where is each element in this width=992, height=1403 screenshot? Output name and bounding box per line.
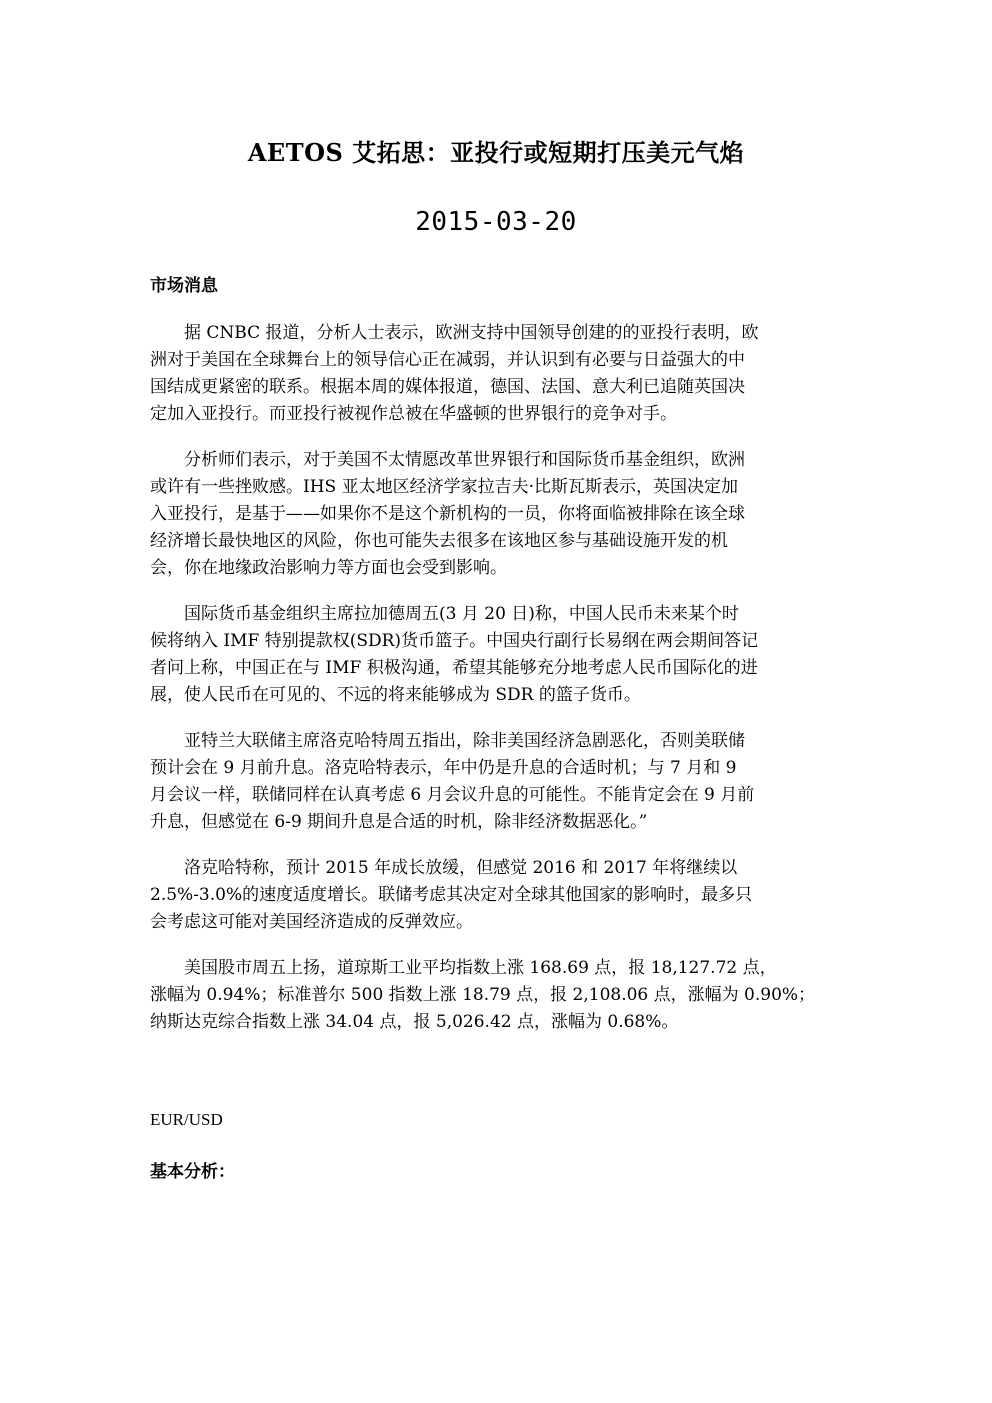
paragraph-line: 升息，但感觉在 6-9 期间升息是合适的时机，除非经济数据恶化。” — [150, 812, 648, 832]
paragraph-line: 或许有一些挫败感。IHS 亚太地区经济学家拉吉夫·比斯瓦斯表示，英国决定加 — [150, 477, 738, 497]
paragraph-analysts — [150, 447, 842, 582]
paragraph-line: 国结成更紧密的联系。根据本周的媒体报道，德国、法国、意大利已追随英国决 — [150, 377, 745, 397]
paragraph-line: 亚特兰大联储主席洛克哈特周五指出，除非美国经济急剧恶化，否则美联储 — [150, 731, 745, 751]
paragraph-line: 纳斯达克综合指数上涨 34.04 点，报 5,026.42 点，涨幅为 0.68%。 — [150, 1012, 679, 1032]
paragraph-line: 展，使人民币在可见的、不远的将来能够成为 SDR 的篮子货币。 — [150, 685, 641, 705]
paragraph-line: 会考虑这可能对美国经济造成的反弹效应。 — [150, 912, 473, 932]
paragraph-line: 分析师们表示，对于美国不太情愿改革世界银行和国际货币基金组织，欧洲 — [150, 450, 745, 470]
paragraph-line: 经济增长最快地区的风险，你也可能失去很多在该地区参与基础设施开发的机 — [150, 531, 728, 551]
paragraph-line: 者问上称，中国正在与 IMF 积极沟通，希望其能够充分地考虑人民币国际化的进 — [150, 658, 758, 678]
fundamental-analysis-heading: 基本分析： — [150, 1162, 235, 1182]
paragraph-line: 会，你在地缘政治影响力等方面也会受到影响。 — [150, 558, 507, 578]
paragraph-line: 候将纳入 IMF 特别提款权(SDR)货币篮子。中国央行副行长易纲在两会期间答记 — [150, 631, 759, 651]
paragraph-cnbc-aiib — [150, 320, 842, 428]
paragraph-imf-sdr — [150, 601, 842, 709]
paragraph-line: 预计会在 9 月前升息。洛克哈特表示，年中仍是升息的合适时机；与 7 月和 9 — [150, 758, 737, 778]
paragraph-line: 涨幅为 0.94%；标准普尔 500 指数上涨 18.79 点，报 2,108.06 点，涨幅为 0.90%； — [150, 985, 816, 1005]
paragraph-line: 月会议一样，联储同样在认真考虑 6 月会议升息的可能性。不能肯定会在 9 月前 — [150, 785, 755, 805]
document-date: 2015-03-20 — [415, 207, 577, 237]
paragraph-line: 国际货币基金组织主席拉加德周五(3 月 20 日)称，中国人民币未来某个时 — [150, 604, 739, 624]
paragraph-lockhart-growth — [150, 855, 842, 936]
paragraph-lockhart-rate-hike — [150, 728, 842, 836]
market-news-heading: 市场消息 — [150, 276, 218, 296]
paragraph-line: 定加入亚投行。而亚投行被视作总被在华盛顿的世界银行的竞争对手。 — [150, 404, 677, 424]
paragraph-line: 洲对于美国在全球舞台上的领导信心正在减弱，并认识到有必要与日益强大的中 — [150, 350, 745, 370]
paragraph-line: 美国股市周五上扬，道琼斯工业平均指数上涨 168.69 点，报 18,127.72 点， — [150, 958, 777, 978]
paragraph-line: 2.5%-3.0%的速度适度增长。联储考虑其决定对全球其他国家的影响时，最多只 — [150, 885, 753, 905]
paragraph-line: 据 CNBC 报道，分析人士表示，欧洲支持中国领导创建的的亚投行表明，欧 — [150, 323, 759, 343]
paragraph-line: 入亚投行，是基于——如果你不是这个新机构的一员，你将面临被排除在该全球 — [150, 504, 745, 524]
currency-pair-heading: EUR/USD — [150, 1110, 223, 1129]
document-title: AETOS 艾拓思：亚投行或短期打压美元气焰 — [247, 138, 745, 167]
paragraph-us-stocks — [150, 955, 842, 1036]
paragraph-line: 洛克哈特称，预计 2015 年成长放缓，但感觉 2016 和 2017 年将继续以 — [150, 858, 738, 878]
